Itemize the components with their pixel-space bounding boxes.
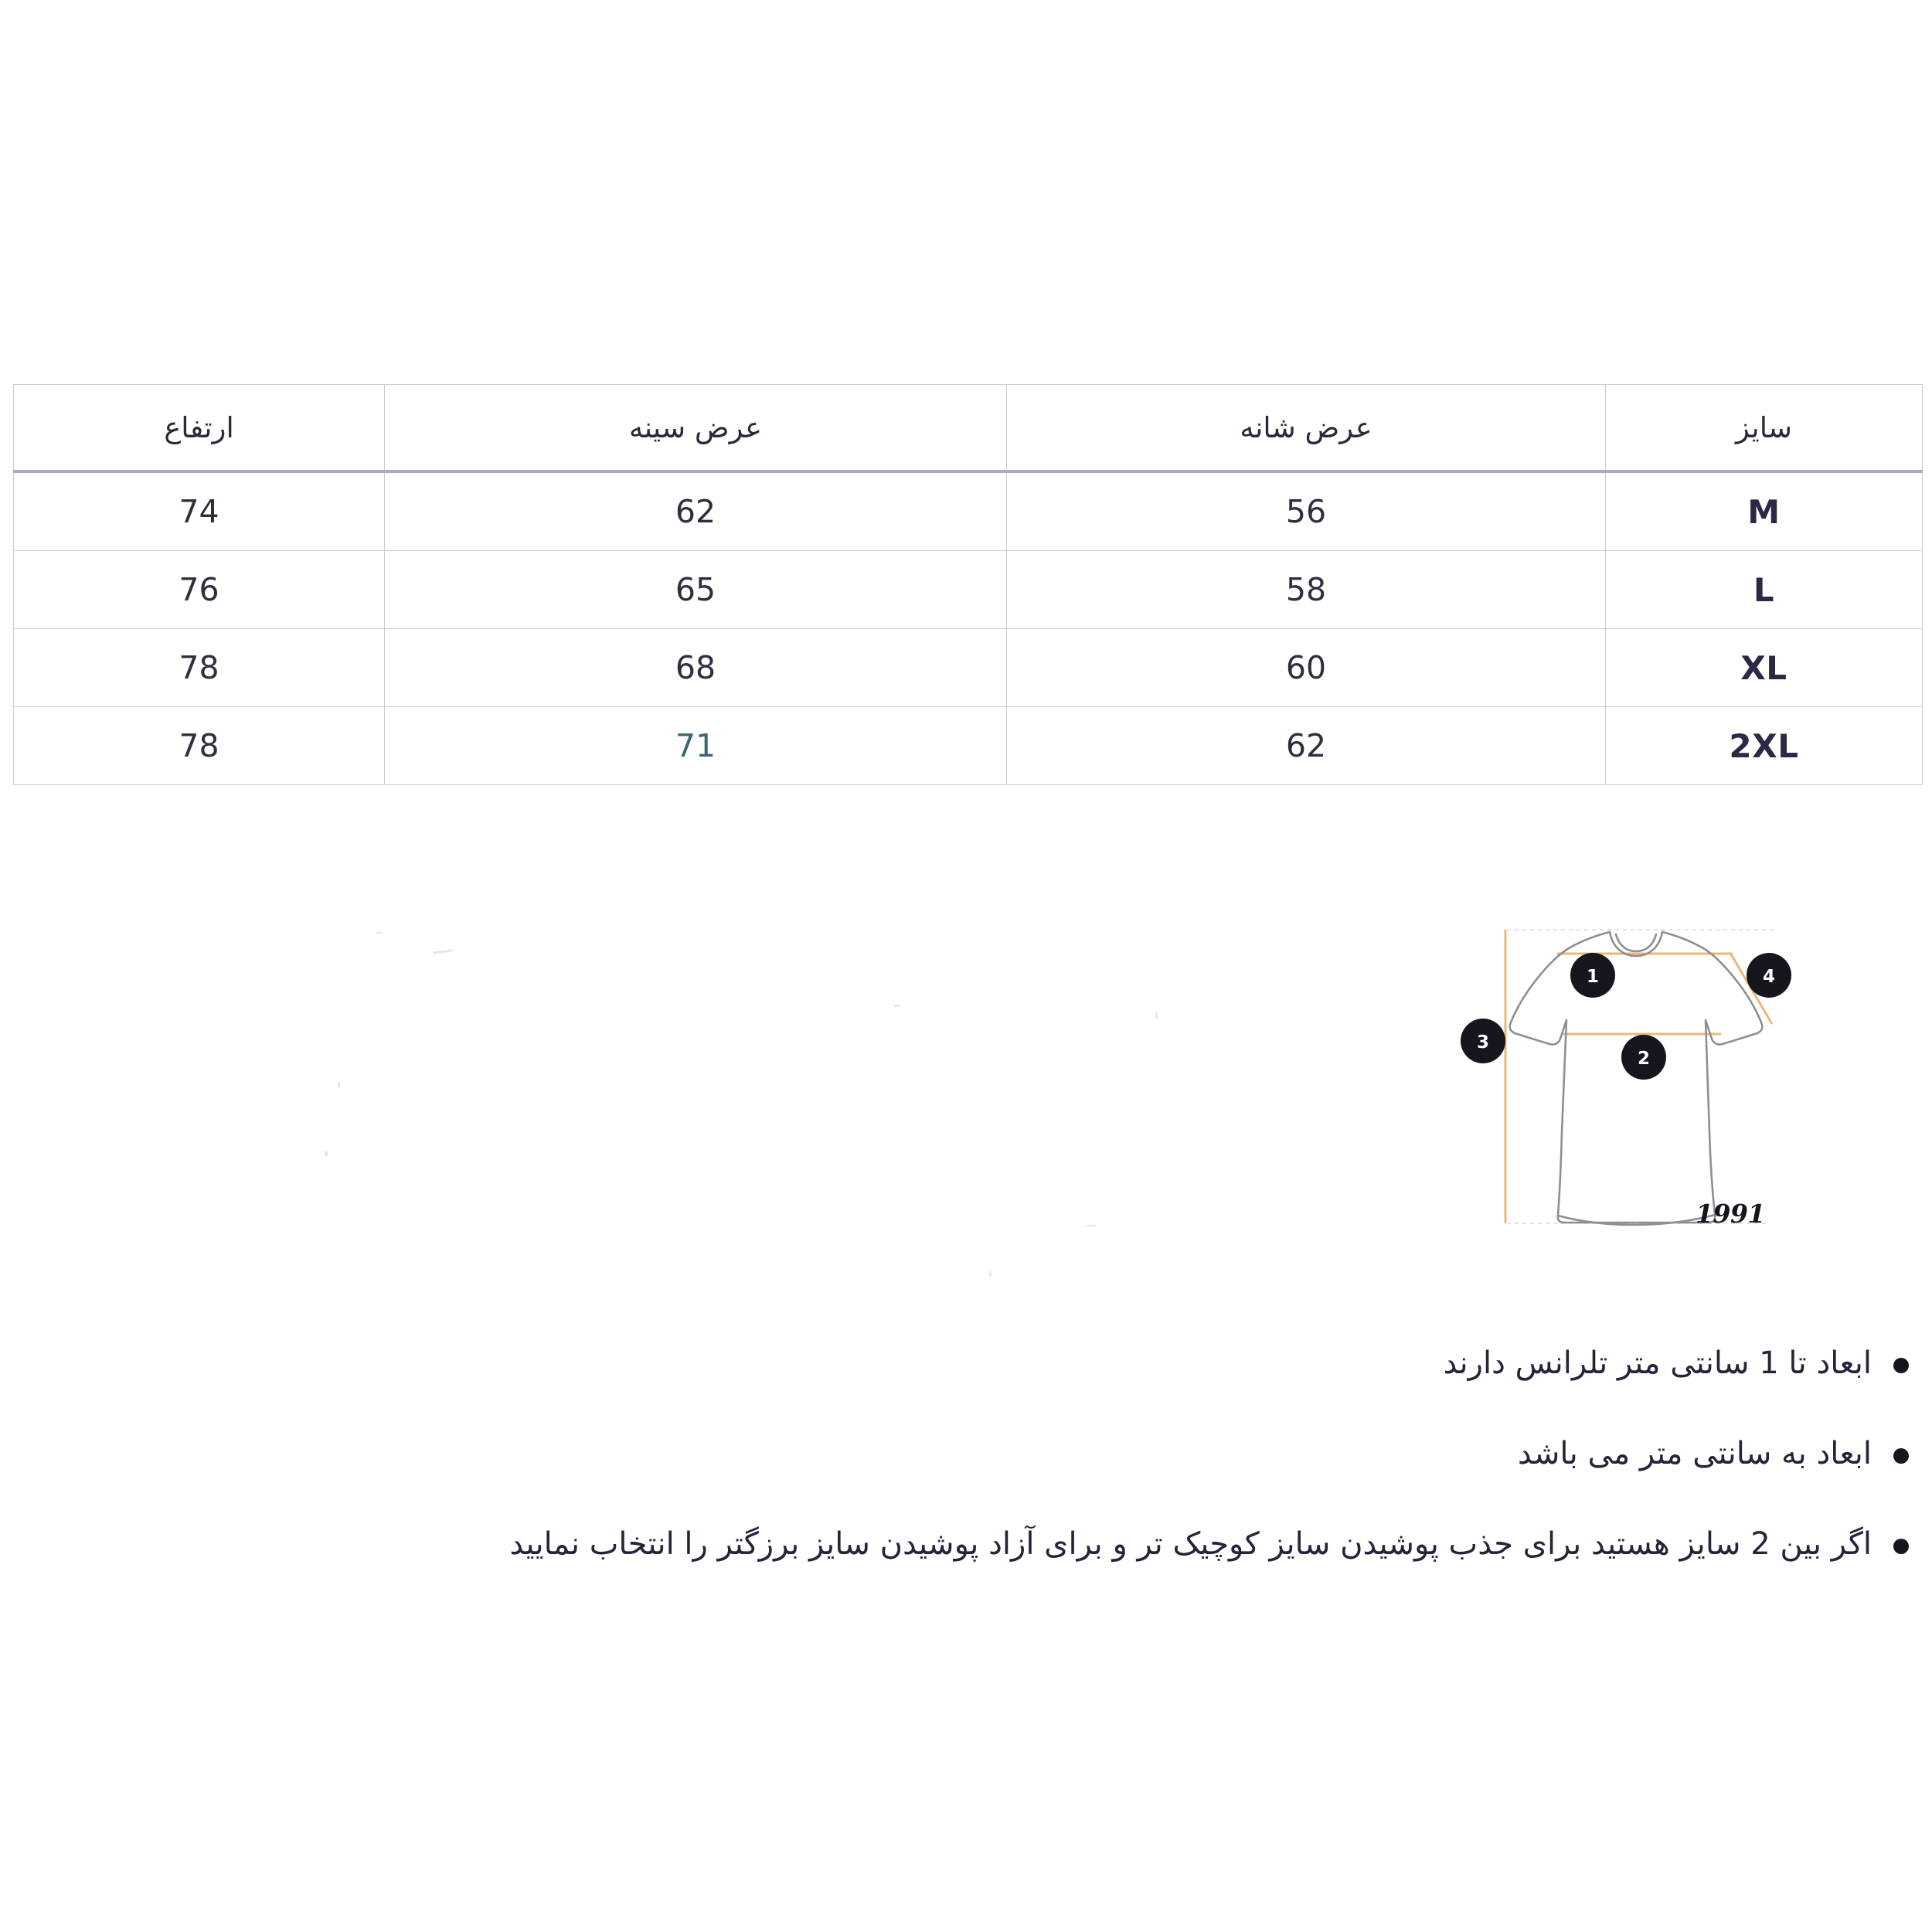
scan-speck	[1086, 1225, 1095, 1226]
marker-2-label: 2	[1637, 1049, 1651, 1069]
note-item	[39, 1341, 1909, 1386]
marker-4-label: 4	[1762, 967, 1776, 987]
note-item	[39, 1431, 1909, 1476]
cell-height: 78	[14, 707, 385, 785]
column-header-size: سایز	[1606, 385, 1923, 472]
marker-1	[1570, 953, 1615, 998]
column-header-chest: عرض سینه	[385, 385, 1007, 472]
size-chart-table-container	[14, 384, 1923, 785]
cell-height: 76	[14, 551, 385, 629]
table-header	[14, 385, 1923, 472]
bullet-icon	[1893, 1358, 1909, 1373]
cell-size: 2XL	[1606, 707, 1923, 785]
cell-size: XL	[1606, 629, 1923, 707]
cell-shoulder: 56	[1007, 471, 1606, 551]
table-row	[14, 471, 1923, 551]
table-body	[14, 471, 1923, 785]
brand-mark-1991: 1991	[1696, 1199, 1765, 1229]
scan-speck	[433, 949, 453, 954]
marker-1-label: 1	[1586, 967, 1600, 987]
scan-speck	[338, 1082, 340, 1087]
cell-shoulder: 58	[1007, 551, 1606, 629]
column-header-height: ارتفاع	[14, 385, 385, 472]
marker-2	[1621, 1035, 1666, 1080]
marker-4	[1747, 953, 1791, 998]
cell-shoulder: 60	[1007, 629, 1606, 707]
bullet-icon	[1893, 1448, 1909, 1464]
scan-speck	[894, 1005, 900, 1007]
table-row	[14, 707, 1923, 785]
cell-height: 78	[14, 629, 385, 707]
cell-height: 74	[14, 471, 385, 551]
table-row	[14, 551, 1923, 629]
tshirt-outline	[1510, 932, 1763, 1225]
scan-speck	[989, 1271, 992, 1277]
cell-shoulder: 62	[1007, 707, 1606, 785]
cell-chest: 62	[385, 471, 1007, 551]
cell-chest: 71	[385, 707, 1007, 785]
note-text-fit-advice: اگر بین 2 سایز هستید برای جذب پوشیدن سایز کوچیک تر و برای آزاد پوشیدن سایز برزگتر را انتخاب نمایید	[509, 1526, 1872, 1562]
scan-speck	[325, 1151, 328, 1156]
table-header-row	[14, 385, 1923, 472]
table-row	[14, 629, 1923, 707]
note-text-tolerance: ابعاد تا 1 سانتی متر تلرانس دارند	[1443, 1345, 1872, 1381]
column-header-shoulder: عرض شانه	[1007, 385, 1606, 472]
scan-speck	[1155, 1012, 1158, 1019]
cell-size: M	[1606, 471, 1923, 551]
cell-chest: 68	[385, 629, 1007, 707]
scan-speck	[376, 932, 383, 934]
marker-3-label: 3	[1476, 1032, 1490, 1053]
marker-3	[1461, 1019, 1505, 1063]
notes-list	[39, 1341, 1909, 1612]
note-text-units: ابعاد به سانتی متر می باشد	[1517, 1436, 1872, 1471]
note-item	[39, 1522, 1909, 1566]
size-chart-table	[13, 384, 1923, 785]
cell-chest: 65	[385, 551, 1007, 629]
bullet-icon	[1893, 1539, 1909, 1554]
tshirt-measurement-diagram	[1434, 900, 1820, 1264]
cell-size: L	[1606, 551, 1923, 629]
